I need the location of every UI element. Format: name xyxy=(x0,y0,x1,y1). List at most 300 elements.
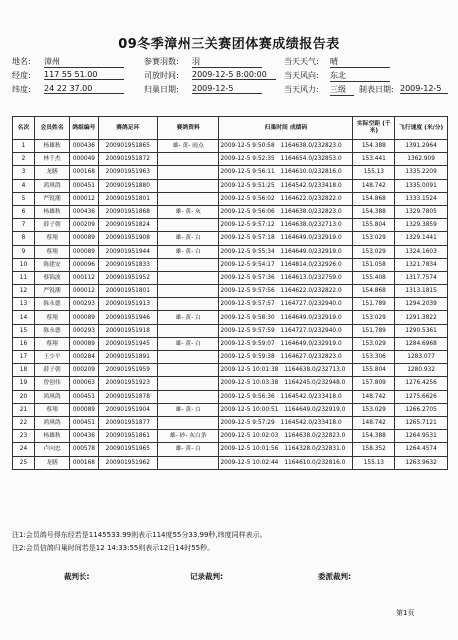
cell-speed: 1329.7805 xyxy=(395,205,448,218)
cell-member: 严锐潮 xyxy=(34,192,69,205)
table-row xyxy=(13,258,448,271)
result-code: 1164610.0/232816.0 xyxy=(284,459,346,466)
chief-judge-signature: 裁判长: xyxy=(64,572,90,581)
cell-ring: 200901951923 xyxy=(98,377,157,390)
longitude-value: 117 55 51.00 xyxy=(44,70,124,80)
table-row xyxy=(13,153,448,166)
cell-return-time xyxy=(219,153,353,166)
cell-return-time xyxy=(219,324,353,337)
cell-ring: 200901951952 xyxy=(98,271,157,284)
cell-pigeon-info xyxy=(157,153,219,166)
return-date-label: 归巢日期: xyxy=(144,85,179,94)
return-time: 2009-12-5 9:58:30 xyxy=(220,314,275,321)
weather-label: 当天天气: xyxy=(284,57,319,66)
cell-member: 严锐潮 xyxy=(34,285,69,298)
table-row xyxy=(13,443,448,456)
result-code: 1164638.0/232823.0 xyxy=(280,143,342,150)
cell-speed: 1335.2209 xyxy=(395,166,448,179)
cell-speed: 1276.4256 xyxy=(395,377,448,390)
cell-distance: 153.029 xyxy=(353,311,395,324)
cell-member: 陈永德 xyxy=(34,298,69,311)
header-distance: 实际空距 (千米) xyxy=(353,117,395,140)
table-row xyxy=(13,245,448,258)
cell-member: 蔡翔 xyxy=(34,245,69,258)
cell-ring: 200901951891 xyxy=(98,351,157,364)
cell-pigeon-info xyxy=(157,416,219,429)
cell-rank: 2 xyxy=(13,153,35,166)
cell-return-time xyxy=(219,166,353,179)
cell-group-no: 000578 xyxy=(70,443,99,456)
result-code: 1164622.0/232822.0 xyxy=(280,288,342,295)
report-title: 09冬季漳州三关赛团体赛成绩报告表 xyxy=(118,37,340,52)
cell-ring: 200901951877 xyxy=(98,416,157,429)
cell-return-time xyxy=(219,285,353,298)
cell-speed: 1324.1603 xyxy=(395,245,448,258)
result-code: 1164622.0/232822.0 xyxy=(280,195,342,202)
cell-group-no: 000436 xyxy=(70,140,99,153)
cell-distance: 155.804 xyxy=(353,364,395,377)
cell-ring: 200901951801 xyxy=(98,285,157,298)
cell-ring: 200901951908 xyxy=(98,232,157,245)
cell-speed: 1362.909 xyxy=(395,153,448,166)
table-date-label: 制表日期: xyxy=(359,85,394,94)
cell-rank: 16 xyxy=(13,337,35,350)
cell-rank: 17 xyxy=(13,351,35,364)
cell-speed: 1294.2039 xyxy=(395,298,448,311)
cell-rank: 12 xyxy=(13,285,35,298)
result-code: 1164638.0/232713.0 xyxy=(280,222,342,229)
cell-group-no: 000049 xyxy=(70,153,99,166)
wind-force-value: 三级 xyxy=(330,84,354,96)
table-row xyxy=(13,205,448,218)
cell-distance: 153.441 xyxy=(353,153,395,166)
return-time: 2009-12-5 9:55:34 xyxy=(220,248,275,255)
cell-return-time xyxy=(219,456,353,469)
cell-pigeon-info: 雄- 黄- 白 xyxy=(157,337,219,350)
table-row xyxy=(13,364,448,377)
table-row xyxy=(13,285,448,298)
delegate-signature: 委派裁判: xyxy=(318,572,351,581)
cell-group-no: 000436 xyxy=(70,205,99,218)
return-time: 2009-12-5 9:57:12 xyxy=(220,222,275,229)
cell-distance: 153.029 xyxy=(353,403,395,416)
result-code: 1164649.0/232919.0 xyxy=(284,406,346,413)
cell-speed: 1335.0091 xyxy=(395,179,448,192)
cell-rank: 4 xyxy=(13,179,35,192)
cell-distance: 154.388 xyxy=(353,205,395,218)
cell-speed: 1264.9531 xyxy=(395,430,448,443)
cell-group-no: 000089 xyxy=(70,403,99,416)
return-time: 2009-12-5 9:57:56 xyxy=(220,288,275,295)
location-label: 地名: xyxy=(12,57,31,66)
cell-group-no: 000209 xyxy=(70,219,99,232)
cell-pigeon-info xyxy=(157,219,219,232)
cell-return-time xyxy=(219,377,353,390)
cell-speed: 1290.5361 xyxy=(395,324,448,337)
cell-distance: 151.058 xyxy=(353,258,395,271)
result-code: 1164638.0/232713.0 xyxy=(284,367,346,374)
cell-member: 鸿琪鸽 xyxy=(34,179,69,192)
table-row xyxy=(13,390,448,403)
cell-rank: 1 xyxy=(13,140,35,153)
result-code: 1164638.0/232823.0 xyxy=(284,433,346,440)
cell-group-no: 000436 xyxy=(70,430,99,443)
table-row xyxy=(13,232,448,245)
wind-direction-value: 东北 xyxy=(330,70,390,82)
cell-pigeon-info xyxy=(157,179,219,192)
return-time: 2009-12-5 9:54:17 xyxy=(220,261,275,268)
header-group-no: 鸽组编号 xyxy=(70,117,99,140)
cell-ring: 200901951959 xyxy=(98,364,157,377)
cell-member: 陈建安 xyxy=(34,258,69,271)
cell-rank: 22 xyxy=(13,416,35,429)
cell-distance: 154.388 xyxy=(353,430,395,443)
cell-pigeon-info xyxy=(157,377,219,390)
table-row xyxy=(13,192,448,205)
result-code: 1164638.0/232823.0 xyxy=(280,209,342,216)
cell-return-time xyxy=(219,416,353,429)
cell-group-no: 000012 xyxy=(70,192,99,205)
return-time: 2009-12-5 9:57:29 xyxy=(220,420,275,427)
result-code: 1164654.0/232853.0 xyxy=(280,156,342,163)
result-code: 1164610.0/232816.0 xyxy=(280,169,342,176)
cell-group-no: 000112 xyxy=(70,271,99,284)
table-row xyxy=(13,311,448,324)
cell-distance: 158.352 xyxy=(353,443,395,456)
cell-distance: 148.742 xyxy=(353,416,395,429)
cell-return-time xyxy=(219,403,353,416)
cell-pigeon-info xyxy=(157,271,219,284)
cell-pigeon-info xyxy=(157,298,219,311)
entries-label: 参赛羽数: xyxy=(144,57,179,66)
cell-return-time xyxy=(219,337,353,350)
result-code: 1164245.0/232948.0 xyxy=(284,380,346,387)
cell-distance: 153.029 xyxy=(353,337,395,350)
cell-pigeon-info xyxy=(157,324,219,337)
latitude-label: 纬度: xyxy=(12,85,31,94)
cell-return-time xyxy=(219,390,353,403)
wind-force-label: 当天风力: xyxy=(284,85,319,94)
note-2: 注2:会员信鸽归巢时间若是12 14:33:55则表示12日14时55秒。 xyxy=(12,544,215,552)
return-time: 2009-12-5 9:57:36 xyxy=(220,274,275,281)
cell-return-time xyxy=(219,430,353,443)
cell-pigeon-info xyxy=(157,166,219,179)
cell-ring: 200901951946 xyxy=(98,311,157,324)
return-time: 2009-12-5 9:51:25 xyxy=(220,182,275,189)
info-row-3 xyxy=(12,84,448,97)
cell-ring: 200901951824 xyxy=(98,219,157,232)
cell-speed: 1264.4574 xyxy=(395,443,448,456)
cell-rank: 10 xyxy=(13,258,35,271)
location-value: 漳州 xyxy=(44,56,124,68)
table-date-value: 2009-12-5 xyxy=(400,84,448,94)
cell-rank: 25 xyxy=(13,456,35,469)
cell-member: 薛子朝 xyxy=(34,364,69,377)
cell-speed: 1265.7121 xyxy=(395,416,448,429)
result-code: 1164542.0/233418.0 xyxy=(280,420,342,427)
table-row xyxy=(13,416,448,429)
cell-return-time xyxy=(219,140,353,153)
result-code: 1164814.0/232926.0 xyxy=(280,261,342,268)
cell-member: 龙膳 xyxy=(34,166,69,179)
latitude-value: 24 22 37.00 xyxy=(44,84,124,94)
cell-return-time xyxy=(219,311,353,324)
notes xyxy=(12,529,452,555)
cell-pigeon-info xyxy=(157,351,219,364)
weather-value: 晴 xyxy=(330,56,390,68)
cell-member: 陈永德 xyxy=(34,324,69,337)
page-number: 第1页 xyxy=(396,609,415,617)
cell-speed: 1280.932 xyxy=(395,364,448,377)
table-row xyxy=(13,324,448,337)
cell-speed: 1266.2705 xyxy=(395,403,448,416)
cell-member: 卢向忠 xyxy=(34,443,69,456)
return-time: 2009-12-5 10:02:03 xyxy=(220,433,279,440)
cell-speed: 1275.6626 xyxy=(395,390,448,403)
table-row xyxy=(13,219,448,232)
cell-member: 蔡翔 xyxy=(34,337,69,350)
cell-pigeon-info xyxy=(157,390,219,403)
cell-distance: 155.408 xyxy=(353,271,395,284)
cell-distance: 148.742 xyxy=(353,390,395,403)
table-row xyxy=(13,456,448,469)
result-code: 1164727.0/232940.0 xyxy=(280,327,342,334)
cell-member: 蔡翔 xyxy=(34,403,69,416)
cell-speed: 1284.6968 xyxy=(395,337,448,350)
cell-member: 林千杰 xyxy=(34,153,69,166)
cell-pigeon-info: 雄- 黄- 白 xyxy=(157,311,219,324)
table-row xyxy=(13,351,448,364)
return-time: 2009-12-5 9:59:38 xyxy=(220,354,275,361)
cell-return-time xyxy=(219,351,353,364)
cell-rank: 6 xyxy=(13,205,35,218)
cell-ring: 200901951880 xyxy=(98,179,157,192)
cell-ring: 200901951904 xyxy=(98,403,157,416)
result-code: 1164727.0/232940.0 xyxy=(280,301,342,308)
results-table xyxy=(12,116,448,470)
cell-distance: 153.029 xyxy=(353,245,395,258)
cell-return-time xyxy=(219,205,353,218)
cell-member: 王少平 xyxy=(34,351,69,364)
cell-rank: 20 xyxy=(13,390,35,403)
cell-ring: 200901951878 xyxy=(98,390,157,403)
cell-speed: 1313.1815 xyxy=(395,285,448,298)
table-row xyxy=(13,298,448,311)
cell-ring: 200901951861 xyxy=(98,430,157,443)
cell-group-no: 000012 xyxy=(70,285,99,298)
cell-rank: 21 xyxy=(13,403,35,416)
cell-return-time xyxy=(219,192,353,205)
cell-distance: 153.306 xyxy=(353,351,395,364)
cell-distance: 148.742 xyxy=(353,179,395,192)
release-time-label: 司放时间: xyxy=(144,71,179,80)
cell-distance: 151.789 xyxy=(353,298,395,311)
cell-group-no: 000209 xyxy=(70,364,99,377)
return-time: 2009-12-5 10:01:38 xyxy=(220,367,279,374)
return-time: 2009-12-5 9:57:18 xyxy=(220,235,275,242)
cell-group-no: 000089 xyxy=(70,311,99,324)
cell-speed: 1333.1524 xyxy=(395,192,448,205)
cell-group-no: 000451 xyxy=(70,179,99,192)
cell-group-no: 000089 xyxy=(70,245,99,258)
entries-value: 羽 xyxy=(192,56,262,68)
cell-rank: 24 xyxy=(13,443,35,456)
cell-rank: 15 xyxy=(13,324,35,337)
longitude-label: 经度: xyxy=(12,71,31,80)
cell-pigeon-info xyxy=(157,192,219,205)
cell-member: 曾创伟 xyxy=(34,377,69,390)
cell-pigeon-info: 雄- 黄- 白 xyxy=(157,443,219,456)
header-rank: 名次 xyxy=(13,117,35,140)
note-1: 注1:会员鸽号得东经若是1145533.99则表示114度55分33.99秒,纬度同样表示。 xyxy=(12,531,267,539)
cell-group-no: 000168 xyxy=(70,456,99,469)
cell-rank: 23 xyxy=(13,430,35,443)
cell-speed: 1329.1441 xyxy=(395,232,448,245)
cell-member: 薛子朝 xyxy=(34,219,69,232)
result-code: 1164649.0/232919.0 xyxy=(280,314,342,321)
cell-group-no: 000089 xyxy=(70,337,99,350)
cell-pigeon-info: 雄- 黄- 雨点 xyxy=(157,140,219,153)
cell-return-time xyxy=(219,298,353,311)
cell-group-no: 000063 xyxy=(70,377,99,390)
cell-rank: 3 xyxy=(13,166,35,179)
cell-distance: 154.868 xyxy=(353,285,395,298)
cell-ring: 200901951944 xyxy=(98,245,157,258)
cell-group-no: 000451 xyxy=(70,416,99,429)
cell-ring: 200901951962 xyxy=(98,456,157,469)
cell-member: 蔡锦波 xyxy=(34,271,69,284)
return-time: 2009-12-5 9:56:36 xyxy=(220,393,275,400)
table-row xyxy=(13,271,448,284)
result-code: 1164649.0/232919.0 xyxy=(280,248,342,255)
cell-rank: 5 xyxy=(13,192,35,205)
return-time: 2009-12-5 10:03:38 xyxy=(220,380,279,387)
cell-ring: 200901951918 xyxy=(98,324,157,337)
cell-rank: 9 xyxy=(13,245,35,258)
cell-return-time xyxy=(219,232,353,245)
return-time: 2009-12-5 10:01:56 xyxy=(220,446,279,453)
return-time: 2009-12-5 9:50:58 xyxy=(220,143,275,150)
result-code: 1164542.0/233418.0 xyxy=(280,393,342,400)
result-code: 1164328.0/232831.0 xyxy=(284,446,346,453)
cell-rank: 8 xyxy=(13,232,35,245)
cell-ring: 200901951945 xyxy=(98,337,157,350)
cell-pigeon-info xyxy=(157,364,219,377)
header-return-time: 归巢时间 成绩码 xyxy=(219,117,353,140)
header-speed: 飞行速度 (米/分) xyxy=(395,117,448,140)
cell-pigeon-info xyxy=(157,258,219,271)
wind-direction-label: 当天风向: xyxy=(284,71,319,80)
return-time: 2009-12-5 9:56:11 xyxy=(220,169,275,176)
cell-member: 鸿琪鸽 xyxy=(34,416,69,429)
cell-group-no: 000293 xyxy=(70,298,99,311)
cell-pigeon-info: 雄- 黄- 白 xyxy=(157,403,219,416)
cell-group-no: 000168 xyxy=(70,166,99,179)
cell-rank: 13 xyxy=(13,298,35,311)
result-code: 1164542.0/233418.0 xyxy=(280,182,342,189)
cell-ring: 200901951963 xyxy=(98,166,157,179)
table-row xyxy=(13,430,448,443)
table-row xyxy=(13,166,448,179)
cell-distance: 155.804 xyxy=(353,219,395,232)
header-ring: 赛鸽足环 xyxy=(98,117,157,140)
header-member: 会员姓名 xyxy=(34,117,69,140)
return-time: 2009-12-5 9:52:35 xyxy=(220,156,275,163)
table-row xyxy=(13,377,448,390)
cell-pigeon-info xyxy=(157,456,219,469)
cell-distance: 155.13 xyxy=(353,166,395,179)
cell-member: 杨雄秋 xyxy=(34,140,69,153)
cell-rank: 11 xyxy=(13,271,35,284)
cell-member: 蔡翔 xyxy=(34,311,69,324)
release-time-value: 2009-12-5 8:00:00 xyxy=(192,70,276,80)
return-time: 2009-12-5 9:59:07 xyxy=(220,340,275,347)
table-row xyxy=(13,403,448,416)
info-row-1 xyxy=(12,56,448,69)
cell-member: 杨雄秋 xyxy=(34,205,69,218)
cell-member: 鸿琪鸽 xyxy=(34,390,69,403)
header-pigeon-info: 赛鸽资料 xyxy=(157,117,219,140)
cell-return-time xyxy=(219,258,353,271)
cell-speed: 1291.3822 xyxy=(395,311,448,324)
cell-speed: 1283.077 xyxy=(395,351,448,364)
cell-distance: 151.789 xyxy=(353,324,395,337)
cell-speed: 1321.7834 xyxy=(395,258,448,271)
return-time: 2009-12-5 9:57:59 xyxy=(220,327,275,334)
cell-ring: 200901951868 xyxy=(98,205,157,218)
cell-speed: 1329.3859 xyxy=(395,219,448,232)
return-time: 2009-12-5 9:56:02 xyxy=(220,195,275,202)
cell-distance: 153.029 xyxy=(353,232,395,245)
cell-ring: 200901951913 xyxy=(98,298,157,311)
cell-distance: 157.809 xyxy=(353,377,395,390)
info-row-2 xyxy=(12,70,448,83)
cell-member: 龙膳 xyxy=(34,456,69,469)
return-time: 2009-12-5 9:56:06 xyxy=(220,209,275,216)
cell-group-no: 000451 xyxy=(70,390,99,403)
cell-return-time xyxy=(219,245,353,258)
cell-speed: 1317.7574 xyxy=(395,271,448,284)
table-row xyxy=(13,140,448,153)
return-time: 2009-12-5 10:02:44 xyxy=(220,459,279,466)
result-code: 1164613.0/232759.0 xyxy=(280,274,342,281)
cell-return-time xyxy=(219,219,353,232)
cell-group-no: 000089 xyxy=(70,232,99,245)
return-time: 2009-12-5 9:57:57 xyxy=(220,301,275,308)
cell-member: 杨雄秋 xyxy=(34,430,69,443)
cell-ring: 200901951872 xyxy=(98,153,157,166)
cell-rank: 14 xyxy=(13,311,35,324)
cell-ring: 200901951801 xyxy=(98,192,157,205)
return-date-value: 2009-12-5 xyxy=(192,84,262,94)
cell-rank: 19 xyxy=(13,377,35,390)
cell-group-no: 000284 xyxy=(70,351,99,364)
cell-ring: 200901951965 xyxy=(98,443,157,456)
cell-return-time xyxy=(219,271,353,284)
cell-rank: 18 xyxy=(13,364,35,377)
result-code: 1164649.0/232919.0 xyxy=(280,235,342,242)
recorder-signature: 记录裁判: xyxy=(190,572,223,581)
cell-distance: 154.388 xyxy=(353,140,395,153)
cell-pigeon-info: 雄- 黄- 白 xyxy=(157,232,219,245)
cell-distance: 155.13 xyxy=(353,456,395,469)
cell-speed: 1263.9632 xyxy=(395,456,448,469)
cell-pigeon-info: 雄- 砂- 灰白条 xyxy=(157,430,219,443)
table-row xyxy=(13,337,448,350)
cell-pigeon-info xyxy=(157,285,219,298)
cell-return-time xyxy=(219,364,353,377)
cell-return-time xyxy=(219,443,353,456)
